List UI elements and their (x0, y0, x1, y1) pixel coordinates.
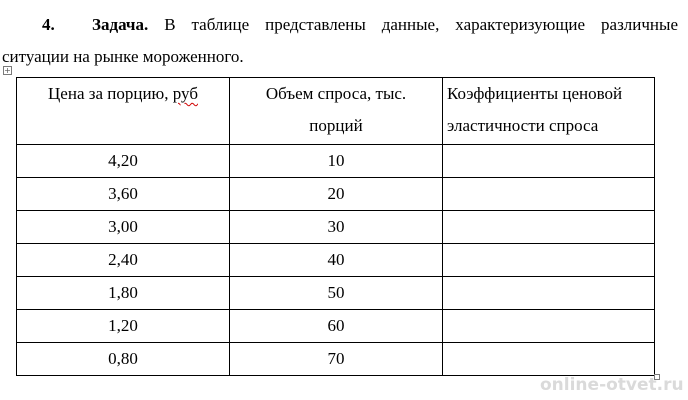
elasticity-cell[interactable] (443, 277, 655, 310)
price-cell[interactable]: 1,20 (17, 310, 230, 343)
demand-cell[interactable]: 60 (230, 310, 443, 343)
elasticity-cell[interactable] (443, 178, 655, 211)
table-row (17, 211, 655, 244)
price-cell[interactable]: 0,80 (17, 343, 230, 376)
price-cell[interactable]: 2,40 (17, 244, 230, 277)
header-demand-line-2: порций (309, 116, 363, 135)
table-row (17, 310, 655, 343)
header-demand-line-1: Объем спроса, тыс. (265, 84, 407, 103)
price-cell[interactable]: 4,20 (17, 145, 230, 178)
table-row (17, 178, 655, 211)
header-demand (230, 78, 443, 145)
header-price-unit: руб (172, 84, 198, 103)
watermark-text: online-otvet.ru (540, 375, 684, 395)
elasticity-cell[interactable] (443, 244, 655, 277)
demand-cell[interactable]: 10 (230, 145, 443, 178)
data-table (16, 77, 655, 376)
elasticity-cell[interactable] (443, 211, 655, 244)
table-row (17, 277, 655, 310)
demand-cell[interactable]: 30 (230, 211, 443, 244)
demand-cell[interactable]: 40 (230, 244, 443, 277)
task-number: 4. (42, 15, 55, 34)
elasticity-cell[interactable] (443, 145, 655, 178)
table-header-row (17, 78, 655, 145)
task-label: Задача. (92, 15, 149, 34)
table-row (17, 343, 655, 376)
header-elasticity (443, 78, 655, 145)
price-cell[interactable]: 3,00 (17, 211, 230, 244)
task-statement-line-2: ситуации на рынке мороженного. (2, 47, 244, 66)
table-move-icon[interactable]: + (4, 66, 11, 75)
task-text-line-1: В таблице представлены данные, характеризующие различные (148, 15, 678, 34)
table-row (17, 145, 655, 178)
price-cell[interactable]: 1,80 (17, 277, 230, 310)
demand-cell[interactable]: 20 (230, 178, 443, 211)
elasticity-cell[interactable] (443, 343, 655, 376)
table-row (17, 244, 655, 277)
price-cell[interactable]: 3,60 (17, 178, 230, 211)
task-text (92, 15, 678, 35)
demand-cell[interactable]: 70 (230, 343, 443, 376)
elasticity-cell[interactable] (443, 310, 655, 343)
demand-cell[interactable]: 50 (230, 277, 443, 310)
header-price-label: Цена за порцию, (48, 84, 169, 103)
header-price (17, 78, 230, 145)
header-elasticity-line-2: эластичности спроса (447, 116, 599, 135)
header-elasticity-line-1: Коэффициенты ценовой (447, 84, 623, 103)
